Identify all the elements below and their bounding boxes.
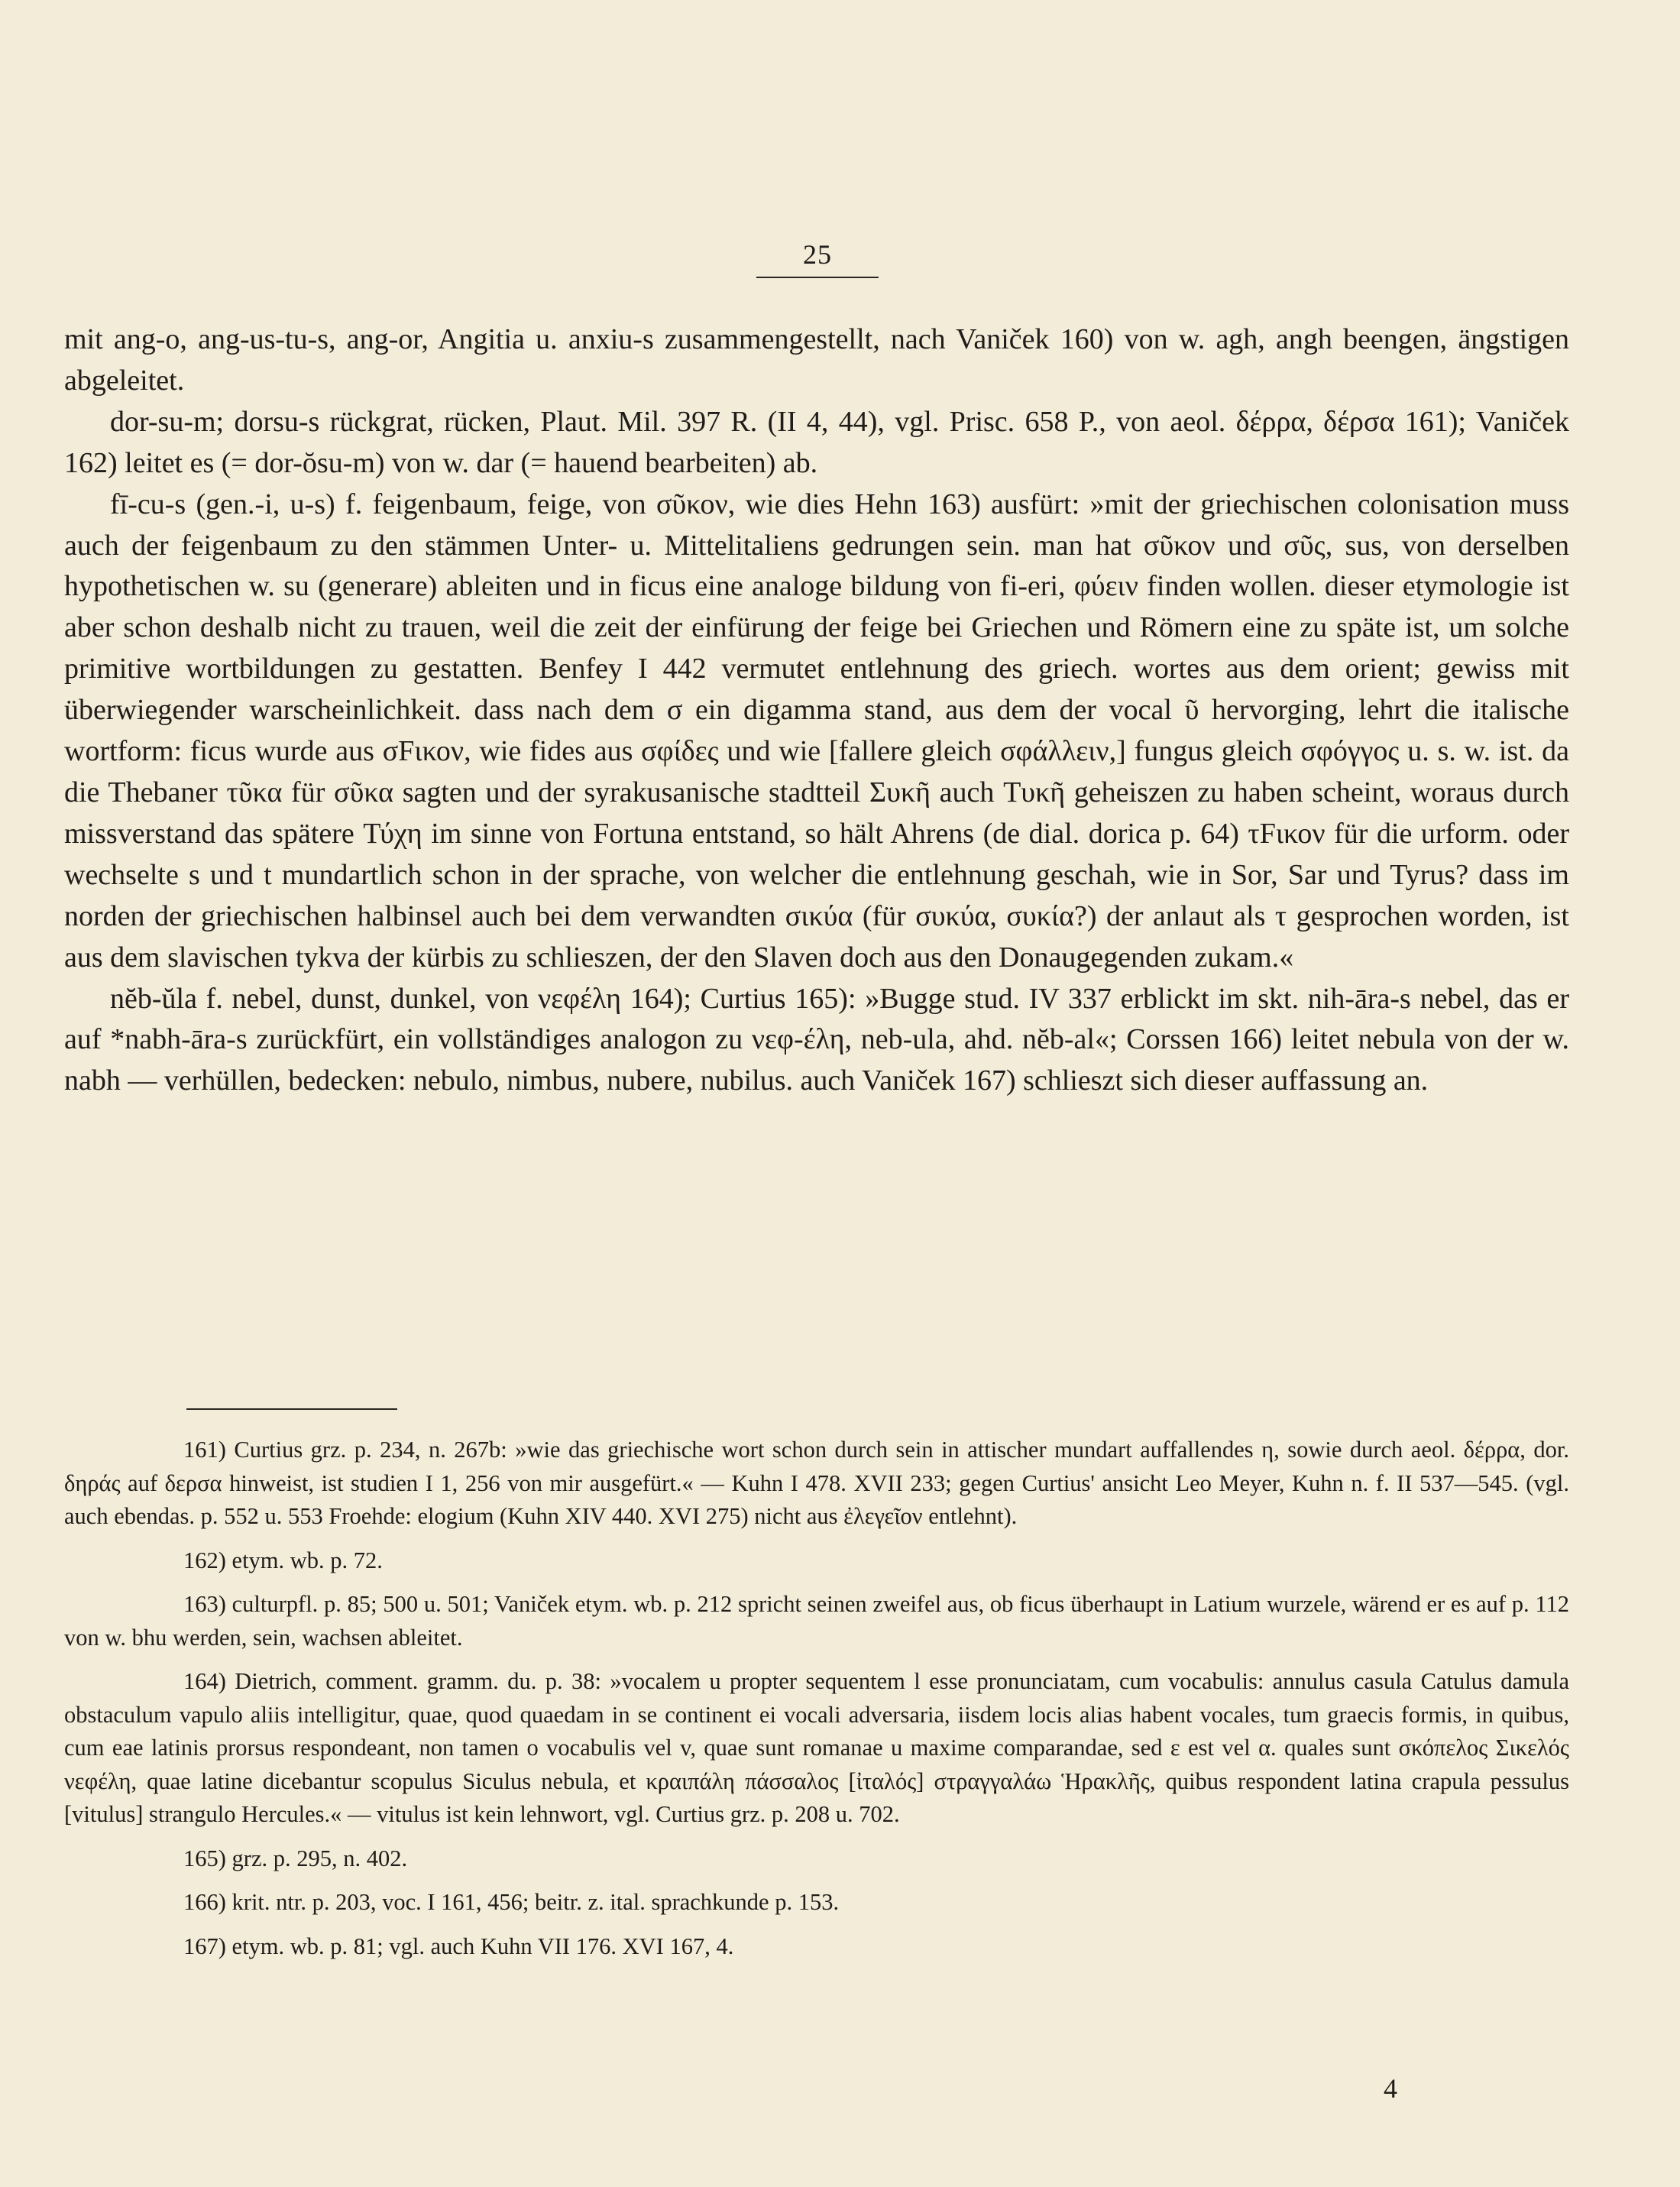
footnote-163: 163) culturpfl. p. 85; 500 u. 501; Vaniček etym. wb. p. 212 spricht seinen zweifel aus, ob ficus überhaupt in Latium wurzele, wärend er es auf p. 112 von w. bhu werden, sein, wachsen ableitet. — [64, 1591, 1569, 1651]
footnotes — [64, 1434, 1569, 1974]
header-rule — [756, 277, 879, 278]
paragraph-dorsum: dor-su-m; dorsu-s rückgrat, rücken, Plaut. Mil. 397 R. (II 4, 44), vgl. Prisc. 658 P., von aeol. δέρρα, δέρσα 161); Vaniček 162) leitet es (= dor-ŏsu-m) von w. dar (= hauend bearbeiten) ab. — [64, 405, 1569, 479]
main-text — [64, 319, 1569, 1102]
footnote-162: 162) etym. wb. p. 72. — [183, 1547, 383, 1573]
printer-signature: 4 — [1384, 2073, 1397, 2104]
footnote-165: 165) grz. p. 295, n. 402. — [183, 1845, 408, 1871]
page-number: 25 — [803, 239, 832, 270]
footnote-166: 166) krit. ntr. p. 203, voc. I 161, 456; beitr. z. ital. sprachkunde p. 153. — [183, 1889, 840, 1915]
footnote-164: 164) Dietrich, comment. gramm. du. p. 38: »vocalem u propter sequentem l esse pronunciatam, cum vocabulis: annulus casula Catulus damula obstaculum vapulo aliis intelligitur, quae, quod quaedam in se continent ei vocali adversaria, iisdem locis alias habent vocales, tum graecis formis, in quibus, cum eae latinis prorsus respondeant, non tamen o vocabulis vel v, quae sunt romanae u maxime comparandae, sed ε est vel α. quales sunt σκόπελος Σικελός νεφέλη, quae latine dicebantur scopulus Siculus nebula, et κραιπάλη πάσσαλος [ἰταλός] στραγγαλάω Ἡρακλῆς, quibus respondent latina crapula pessulus [vitulus] strangulo Hercules.« — vitulus ist kein lehnwort, vgl. Curtius grz. p. 208 u. 702. — [64, 1668, 1569, 1827]
paragraph-angor: mit ang-o, ang-us-tu-s, ang-or, Angitia u. anxiu-s zusammengestellt, nach Vaniček 160) von w. agh, angh beengen, ängstigen abgeleitet. — [64, 323, 1569, 397]
paragraph-nebula: nĕb-ŭla f. nebel, dunst, dunkel, von νεφέλη 164); Curtius 165): »Bugge stud. IV 337 erblickt im skt. nih-āra-s nebel, das er auf *nabh-āra-s zurückfürt, ein vollständiges analogon zu νεφ-έλη, neb-ula, ahd. nĕb-al«; Corssen 166) leitet nebula von der w. nabh — verhüllen, bedecken: nebulo, nimbus, nubere, nubilus. auch Vaniček 167) schlieszt sich dieser auffassung an. — [64, 982, 1569, 1097]
footnote-167: 167) etym. wb. p. 81; vgl. auch Kuhn VII 176. XVI 167, 4. — [183, 1933, 734, 1959]
paragraph-ficus: fī-cu-s (gen.-i, u-s) f. feigenbaum, feige, von σῦκον, wie dies Hehn 163) ausfürt: »mit der griechischen colonisation muss auch der feigenbaum zu den stämmen Unter- u. Mittelitaliens gedrungen sein. man hat σῦκον und σῦς, sus, von derselben hypothetischen w. su (generare) ableiten und in ficus eine analoge bildung von fi-eri, φύειν finden wollen. dieser etymologie ist aber schon deshalb nicht zu trauen, weil die zeit der einfürung der feige bei Griechen und Römern eine zu späte ist, um solche primitive wortbildungen zu gestatten. Benfey I 442 vermutet entlehnung des griech. wortes aus dem orient; gewiss mit überwiegender warscheinlichkeit. dass nach dem σ ein digamma stand, aus dem der vocal ῦ hervorging, lehrt die italische wortform: ficus wurde aus σFικον, wie fides aus σφίδες und wie [fallere gleich σφάλλειν,] fungus gleich σφόγγος u. s. w. ist. da die Thebaner τῦκα für σῦκα sagten und der syrakusanische stadtteil Συκῆ auch Τυκῆ geheiszen zu haben scheint, woraus durch missverstand das spätere Τύχη im sinne von Fortuna entstand, so hält Ahrens (de dial. dorica p. 64) τFικον für die urform. oder wechselte s und t mundartlich schon in der sprache, von welcher die entlehnung geschah, wie in Sor, Sar und Tyrus? dass im norden der griechischen halbinsel auch bei dem verwandten σικύα (für συκύα, συκία?) der anlaut als τ gesprochen worden, ist aus dem slavischen tykva der kürbis zu schlieszen, der den Slaven doch aus den Donaugegenden zukam.« — [64, 488, 1569, 974]
footnote-161: 161) Curtius grz. p. 234, n. 267b: »wie das griechische wort schon durch sein in attischer mundart auffallendes η, sowie durch aeol. δέρρα, dor. δηράς auf δερσα hinweist, ist studien I 1, 256 von mir ausgefürt.« — Kuhn I 478. XVII 233; gegen Curtius' ansicht Leo Meyer, Kuhn n. f. II 537—545. (vgl. auch ebendas. p. 552 u. 553 Froehde: elogium (Kuhn XIV 440. XVI 275) nicht aus ἐλεγεῖον entlehnt). — [64, 1437, 1569, 1529]
footnote-rule — [186, 1408, 397, 1410]
